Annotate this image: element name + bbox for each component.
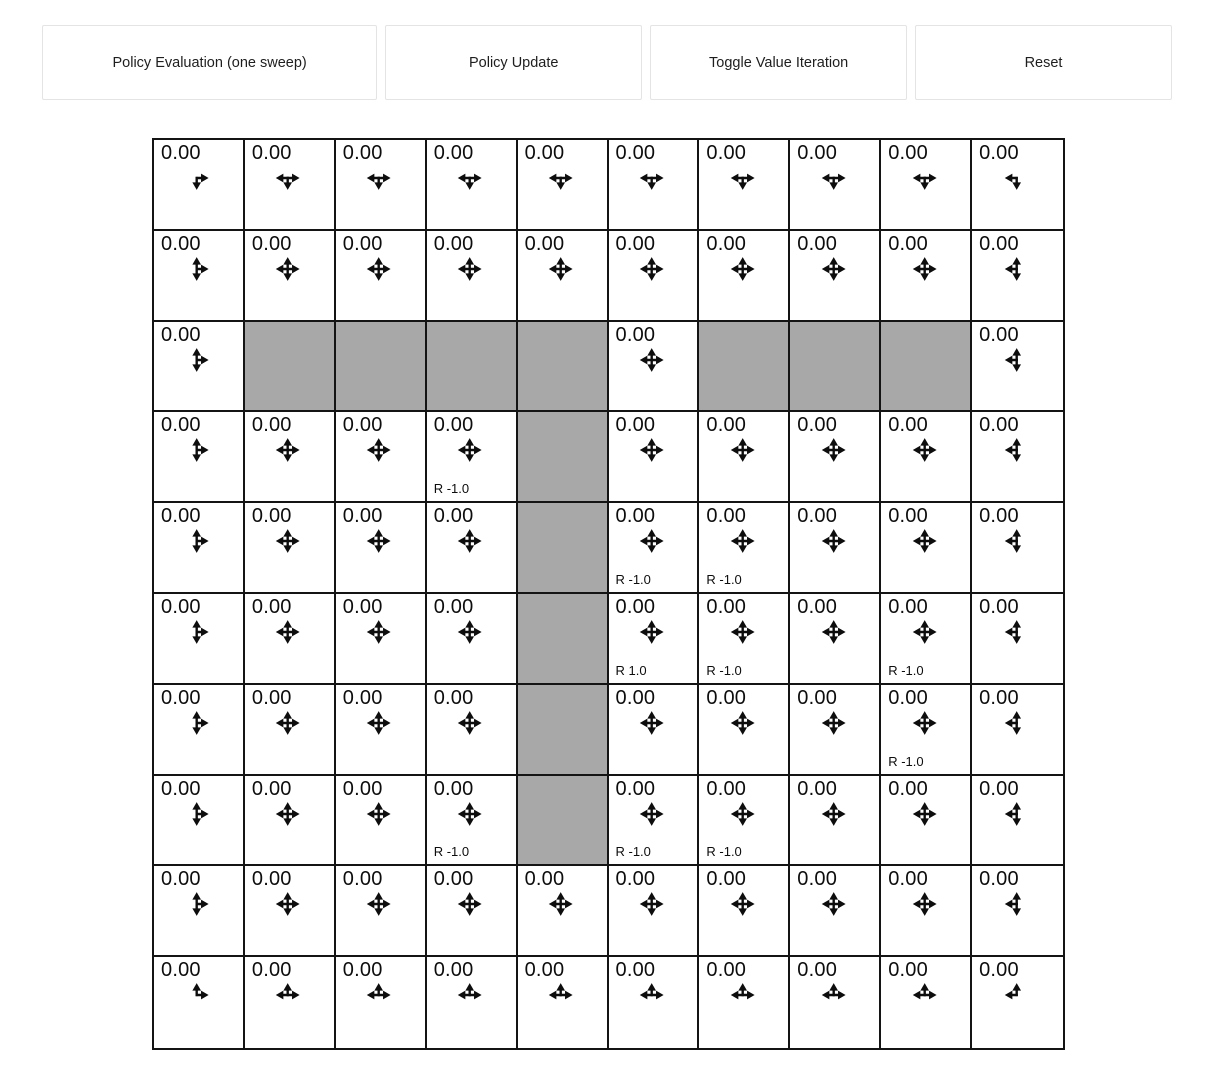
grid-cell xyxy=(790,957,881,1048)
grid-wall-cell xyxy=(336,322,427,413)
policy-arrows-icon xyxy=(457,437,483,463)
grid-cell xyxy=(881,140,972,231)
cell-value: 0.00 xyxy=(342,868,383,891)
grid-wall-cell xyxy=(790,322,881,413)
grid-cell xyxy=(154,412,245,503)
policy-arrows-icon xyxy=(911,710,937,736)
policy-arrows-icon xyxy=(366,256,392,282)
reward-label: R -1.0 xyxy=(615,572,651,587)
grid-cell xyxy=(336,503,427,594)
grid-cell xyxy=(154,957,245,1048)
cell-value: 0.00 xyxy=(979,777,1019,800)
policy-arrows-icon xyxy=(457,256,483,282)
cell-value: 0.00 xyxy=(524,959,565,982)
grid-cell xyxy=(972,685,1063,776)
policy-arrows-icon xyxy=(184,528,210,554)
grid-cell xyxy=(609,776,700,867)
policy-arrows-icon xyxy=(457,801,483,827)
cell-value: 0.00 xyxy=(433,505,474,528)
policy-arrows-icon xyxy=(184,982,210,1008)
grid-wall-cell xyxy=(518,322,609,413)
cell-value: 0.00 xyxy=(161,505,201,528)
policy-arrows-icon xyxy=(730,619,756,645)
policy-arrows-icon xyxy=(639,528,665,554)
grid-cell xyxy=(427,866,518,957)
cell-value: 0.00 xyxy=(706,686,747,709)
grid-cell xyxy=(972,957,1063,1048)
policy-arrows-icon xyxy=(639,437,665,463)
grid-cell xyxy=(699,685,790,776)
cell-value: 0.00 xyxy=(251,414,292,437)
cell-value: 0.00 xyxy=(433,686,474,709)
cell-value: 0.00 xyxy=(888,142,928,164)
policy-arrows-icon xyxy=(730,165,756,191)
cell-value: 0.00 xyxy=(797,505,838,528)
cell-value: 0.00 xyxy=(524,868,565,891)
reward-label: R 1.0 xyxy=(615,662,647,678)
grid-cell xyxy=(609,322,700,413)
grid-cell xyxy=(790,140,881,231)
policy-arrows-icon xyxy=(184,801,210,827)
cell-value: 0.00 xyxy=(615,686,656,709)
grid-cell xyxy=(518,866,609,957)
policy-arrows-icon xyxy=(1003,891,1029,917)
policy-arrows-icon xyxy=(275,891,301,917)
cell-value: 0.00 xyxy=(433,868,474,891)
policy-arrows-icon xyxy=(1003,256,1029,282)
cell-value: 0.00 xyxy=(888,777,928,800)
reset-button[interactable]: Reset xyxy=(915,25,1172,100)
cell-value: 0.00 xyxy=(706,505,747,528)
cell-value: 0.00 xyxy=(706,868,747,891)
grid-cell xyxy=(245,776,336,867)
cell-value: 0.00 xyxy=(706,959,747,982)
cell-value: 0.00 xyxy=(342,414,383,437)
cell-value: 0.00 xyxy=(342,142,383,164)
policy-arrows-icon xyxy=(820,165,846,191)
grid-cell xyxy=(336,140,427,231)
policy-arrows-icon xyxy=(730,982,756,1008)
grid-cell xyxy=(881,866,972,957)
cell-value: 0.00 xyxy=(251,777,292,800)
cell-value: 0.00 xyxy=(161,232,201,255)
grid-cell xyxy=(609,503,700,594)
grid-cell xyxy=(154,685,245,776)
cell-value: 0.00 xyxy=(706,232,747,255)
grid-cell xyxy=(336,685,427,776)
policy-arrows-icon xyxy=(184,165,210,191)
policy-arrows-icon xyxy=(366,710,392,736)
cell-value: 0.00 xyxy=(979,414,1019,437)
policy-evaluation-button[interactable]: Policy Evaluation (one sweep) xyxy=(42,25,377,100)
policy-arrows-icon xyxy=(911,437,937,463)
cell-value: 0.00 xyxy=(433,596,474,618)
grid-cell xyxy=(427,594,518,685)
grid-cell xyxy=(790,594,881,685)
grid-cell xyxy=(427,503,518,594)
policy-arrows-icon xyxy=(457,891,483,917)
policy-arrows-icon xyxy=(730,256,756,282)
reward-label: R -1.0 xyxy=(706,844,742,860)
policy-arrows-icon xyxy=(911,982,937,1008)
policy-arrows-icon xyxy=(911,528,937,554)
policy-arrows-icon xyxy=(820,801,846,827)
toggle-value-iteration-button[interactable]: Toggle Value Iteration xyxy=(650,25,907,100)
grid-wall-cell xyxy=(518,594,609,685)
policy-arrows-icon xyxy=(457,619,483,645)
grid-cell xyxy=(245,231,336,322)
grid-cell xyxy=(427,776,518,867)
cell-value: 0.00 xyxy=(615,505,656,528)
cell-value: 0.00 xyxy=(979,959,1019,982)
policy-arrows-icon xyxy=(275,801,301,827)
grid-cell xyxy=(245,866,336,957)
policy-arrows-icon xyxy=(366,982,392,1008)
grid-cell xyxy=(609,594,700,685)
cell-value: 0.00 xyxy=(797,414,838,437)
policy-arrows-icon xyxy=(911,619,937,645)
cell-value: 0.00 xyxy=(433,777,474,800)
policy-arrows-icon xyxy=(911,256,937,282)
cell-value: 0.00 xyxy=(797,142,838,164)
policy-arrows-icon xyxy=(548,256,574,282)
policy-arrows-icon xyxy=(548,165,574,191)
cell-value: 0.00 xyxy=(342,686,383,709)
grid-wall-cell xyxy=(518,412,609,503)
cell-value: 0.00 xyxy=(615,232,656,255)
gridworld xyxy=(152,138,1065,1050)
cell-value: 0.00 xyxy=(433,232,474,255)
grid-cell xyxy=(427,231,518,322)
grid-cell xyxy=(699,412,790,503)
cell-value: 0.00 xyxy=(342,596,383,618)
grid-cell xyxy=(972,776,1063,867)
cell-value: 0.00 xyxy=(888,868,928,891)
policy-arrows-icon xyxy=(366,801,392,827)
cell-value: 0.00 xyxy=(979,505,1019,528)
policy-update-button[interactable]: Policy Update xyxy=(385,25,642,100)
grid-cell xyxy=(518,140,609,231)
policy-arrows-icon xyxy=(275,256,301,282)
cell-value: 0.00 xyxy=(615,414,656,437)
policy-arrows-icon xyxy=(366,528,392,554)
policy-arrows-icon xyxy=(184,710,210,736)
policy-arrows-icon xyxy=(820,437,846,463)
policy-arrows-icon xyxy=(457,710,483,736)
policy-arrows-icon xyxy=(184,619,210,645)
cell-value: 0.00 xyxy=(888,232,928,255)
cell-value: 0.00 xyxy=(615,868,656,891)
cell-value: 0.00 xyxy=(433,414,474,437)
grid-cell xyxy=(881,776,972,867)
policy-arrows-icon xyxy=(639,891,665,917)
policy-arrows-icon xyxy=(1003,437,1029,463)
policy-arrows-icon xyxy=(366,619,392,645)
reward-label: R -1.0 xyxy=(615,844,651,860)
grid-cell xyxy=(609,685,700,776)
grid-cell xyxy=(881,957,972,1048)
policy-arrows-icon xyxy=(275,528,301,554)
grid-cell xyxy=(427,412,518,503)
grid-cell xyxy=(790,866,881,957)
grid-cell xyxy=(154,140,245,231)
grid-wall-cell xyxy=(518,776,609,867)
grid-cell xyxy=(790,776,881,867)
cell-value: 0.00 xyxy=(615,142,656,164)
cell-value: 0.00 xyxy=(161,777,201,800)
policy-arrows-icon xyxy=(366,437,392,463)
grid-cell xyxy=(790,412,881,503)
grid-cell xyxy=(609,140,700,231)
policy-arrows-icon xyxy=(457,165,483,191)
cell-value: 0.00 xyxy=(615,777,656,800)
cell-value: 0.00 xyxy=(161,868,201,891)
cell-value: 0.00 xyxy=(161,686,201,709)
cell-value: 0.00 xyxy=(251,142,292,164)
cell-value: 0.00 xyxy=(251,505,292,528)
grid-cell xyxy=(427,957,518,1048)
policy-arrows-icon xyxy=(1003,982,1029,1008)
cell-value: 0.00 xyxy=(342,959,383,982)
grid-cell xyxy=(245,503,336,594)
cell-value: 0.00 xyxy=(161,414,201,437)
grid-cell xyxy=(427,140,518,231)
policy-arrows-icon xyxy=(820,528,846,554)
grid-cell xyxy=(245,685,336,776)
cell-value: 0.00 xyxy=(979,868,1019,891)
grid-cell xyxy=(154,776,245,867)
policy-arrows-icon xyxy=(184,256,210,282)
cell-value: 0.00 xyxy=(888,959,928,982)
grid-cell xyxy=(972,866,1063,957)
grid-cell xyxy=(336,776,427,867)
grid-cell xyxy=(699,140,790,231)
policy-arrows-icon xyxy=(1003,528,1029,554)
policy-arrows-icon xyxy=(820,710,846,736)
grid-cell xyxy=(427,685,518,776)
cell-value: 0.00 xyxy=(797,232,838,255)
grid-cell xyxy=(972,412,1063,503)
grid-cell xyxy=(790,231,881,322)
grid-cell xyxy=(699,957,790,1048)
grid-wall-cell xyxy=(881,322,972,413)
grid-cell xyxy=(609,957,700,1048)
policy-arrows-icon xyxy=(911,801,937,827)
policy-arrows-icon xyxy=(639,165,665,191)
grid-cell xyxy=(881,231,972,322)
policy-arrows-icon xyxy=(820,619,846,645)
grid-cell xyxy=(790,685,881,776)
grid-cell xyxy=(154,503,245,594)
policy-arrows-icon xyxy=(639,347,665,373)
grid-wall-cell xyxy=(699,322,790,413)
policy-arrows-icon xyxy=(1003,801,1029,827)
grid-cell xyxy=(881,412,972,503)
grid-cell xyxy=(972,322,1063,413)
cell-value: 0.00 xyxy=(161,323,201,346)
policy-arrows-icon xyxy=(184,437,210,463)
policy-arrows-icon xyxy=(820,982,846,1008)
cell-value: 0.00 xyxy=(615,323,656,346)
grid-wall-cell xyxy=(518,503,609,594)
grid-cell xyxy=(245,412,336,503)
policy-arrows-icon xyxy=(730,437,756,463)
grid-cell xyxy=(790,503,881,594)
grid-cell xyxy=(336,957,427,1048)
policy-arrows-icon xyxy=(275,437,301,463)
grid-cell xyxy=(699,866,790,957)
grid-cell xyxy=(518,957,609,1048)
cell-value: 0.00 xyxy=(161,142,201,164)
grid-cell xyxy=(154,322,245,413)
policy-arrows-icon xyxy=(184,347,210,373)
cell-value: 0.00 xyxy=(888,505,928,528)
cell-value: 0.00 xyxy=(888,414,928,437)
cell-value: 0.00 xyxy=(615,596,656,618)
reward-label: R -1.0 xyxy=(888,753,924,769)
policy-arrows-icon xyxy=(639,256,665,282)
cell-value: 0.00 xyxy=(342,505,383,528)
cell-value: 0.00 xyxy=(251,959,292,982)
grid-cell xyxy=(336,594,427,685)
grid-cell xyxy=(245,594,336,685)
cell-value: 0.00 xyxy=(433,142,474,164)
grid-cell xyxy=(154,594,245,685)
policy-arrows-icon xyxy=(366,165,392,191)
policy-arrows-icon xyxy=(457,528,483,554)
grid-cell xyxy=(609,412,700,503)
cell-value: 0.00 xyxy=(979,686,1019,709)
cell-value: 0.00 xyxy=(797,868,838,891)
grid-cell xyxy=(881,685,972,776)
cell-value: 0.00 xyxy=(251,596,292,618)
grid-wall-cell xyxy=(245,322,336,413)
cell-value: 0.00 xyxy=(251,232,292,255)
cell-value: 0.00 xyxy=(161,959,201,982)
grid-cell xyxy=(245,140,336,231)
policy-arrows-icon xyxy=(184,891,210,917)
cell-value: 0.00 xyxy=(706,777,747,800)
policy-arrows-icon xyxy=(1003,619,1029,645)
grid-cell xyxy=(154,866,245,957)
policy-arrows-icon xyxy=(548,982,574,1008)
policy-arrows-icon xyxy=(1003,165,1029,191)
policy-arrows-icon xyxy=(639,801,665,827)
grid-cell xyxy=(609,231,700,322)
cell-value: 0.00 xyxy=(979,142,1019,164)
cell-value: 0.00 xyxy=(161,596,201,618)
cell-value: 0.00 xyxy=(706,414,747,437)
grid-cell xyxy=(518,231,609,322)
grid-wall-cell xyxy=(427,322,518,413)
reward-label: R -1.0 xyxy=(433,844,470,860)
policy-arrows-icon xyxy=(1003,710,1029,736)
policy-arrows-icon xyxy=(275,165,301,191)
policy-arrows-icon xyxy=(730,891,756,917)
policy-arrows-icon xyxy=(548,891,574,917)
cell-value: 0.00 xyxy=(251,686,292,709)
grid-cell xyxy=(609,866,700,957)
grid-cell xyxy=(972,231,1063,322)
cell-value: 0.00 xyxy=(888,596,928,618)
policy-arrows-icon xyxy=(1003,347,1029,373)
policy-arrows-icon xyxy=(820,891,846,917)
cell-value: 0.00 xyxy=(797,596,838,618)
policy-arrows-icon xyxy=(275,710,301,736)
policy-arrows-icon xyxy=(911,891,937,917)
policy-arrows-icon xyxy=(820,256,846,282)
policy-arrows-icon xyxy=(911,165,937,191)
cell-value: 0.00 xyxy=(979,232,1019,255)
policy-arrows-icon xyxy=(275,982,301,1008)
policy-arrows-icon xyxy=(639,982,665,1008)
reward-label: R -1.0 xyxy=(888,662,924,678)
policy-arrows-icon xyxy=(730,801,756,827)
grid-cell xyxy=(699,503,790,594)
cell-value: 0.00 xyxy=(797,777,838,800)
policy-arrows-icon xyxy=(275,619,301,645)
cell-value: 0.00 xyxy=(797,959,838,982)
cell-value: 0.00 xyxy=(979,596,1019,618)
grid-cell xyxy=(699,776,790,867)
policy-arrows-icon xyxy=(730,528,756,554)
grid-cell xyxy=(972,140,1063,231)
grid-cell xyxy=(336,866,427,957)
cell-value: 0.00 xyxy=(251,868,292,891)
cell-value: 0.00 xyxy=(524,142,565,164)
policy-arrows-icon xyxy=(639,619,665,645)
cell-value: 0.00 xyxy=(342,777,383,800)
policy-arrows-icon xyxy=(457,982,483,1008)
grid-cell xyxy=(336,231,427,322)
cell-value: 0.00 xyxy=(706,596,747,618)
cell-value: 0.00 xyxy=(615,959,656,982)
cell-value: 0.00 xyxy=(797,686,838,709)
grid-cell xyxy=(972,594,1063,685)
reward-label: R -1.0 xyxy=(706,662,742,678)
cell-value: 0.00 xyxy=(706,142,747,164)
grid-cell xyxy=(699,231,790,322)
cell-value: 0.00 xyxy=(342,232,383,255)
grid-cell xyxy=(699,594,790,685)
grid-cell xyxy=(245,957,336,1048)
grid-wall-cell xyxy=(518,685,609,776)
policy-arrows-icon xyxy=(639,710,665,736)
grid-cell xyxy=(881,503,972,594)
cell-value: 0.00 xyxy=(979,323,1019,346)
grid-cell xyxy=(972,503,1063,594)
policy-arrows-icon xyxy=(366,891,392,917)
reward-label: R -1.0 xyxy=(433,481,470,497)
grid-cell xyxy=(881,594,972,685)
reward-label: R -1.0 xyxy=(706,572,742,587)
grid-cell xyxy=(154,231,245,322)
policy-arrows-icon xyxy=(730,710,756,736)
cell-value: 0.00 xyxy=(433,959,474,982)
toolbar xyxy=(42,25,1172,100)
cell-value: 0.00 xyxy=(888,686,928,709)
cell-value: 0.00 xyxy=(524,232,565,255)
grid-cell xyxy=(336,412,427,503)
